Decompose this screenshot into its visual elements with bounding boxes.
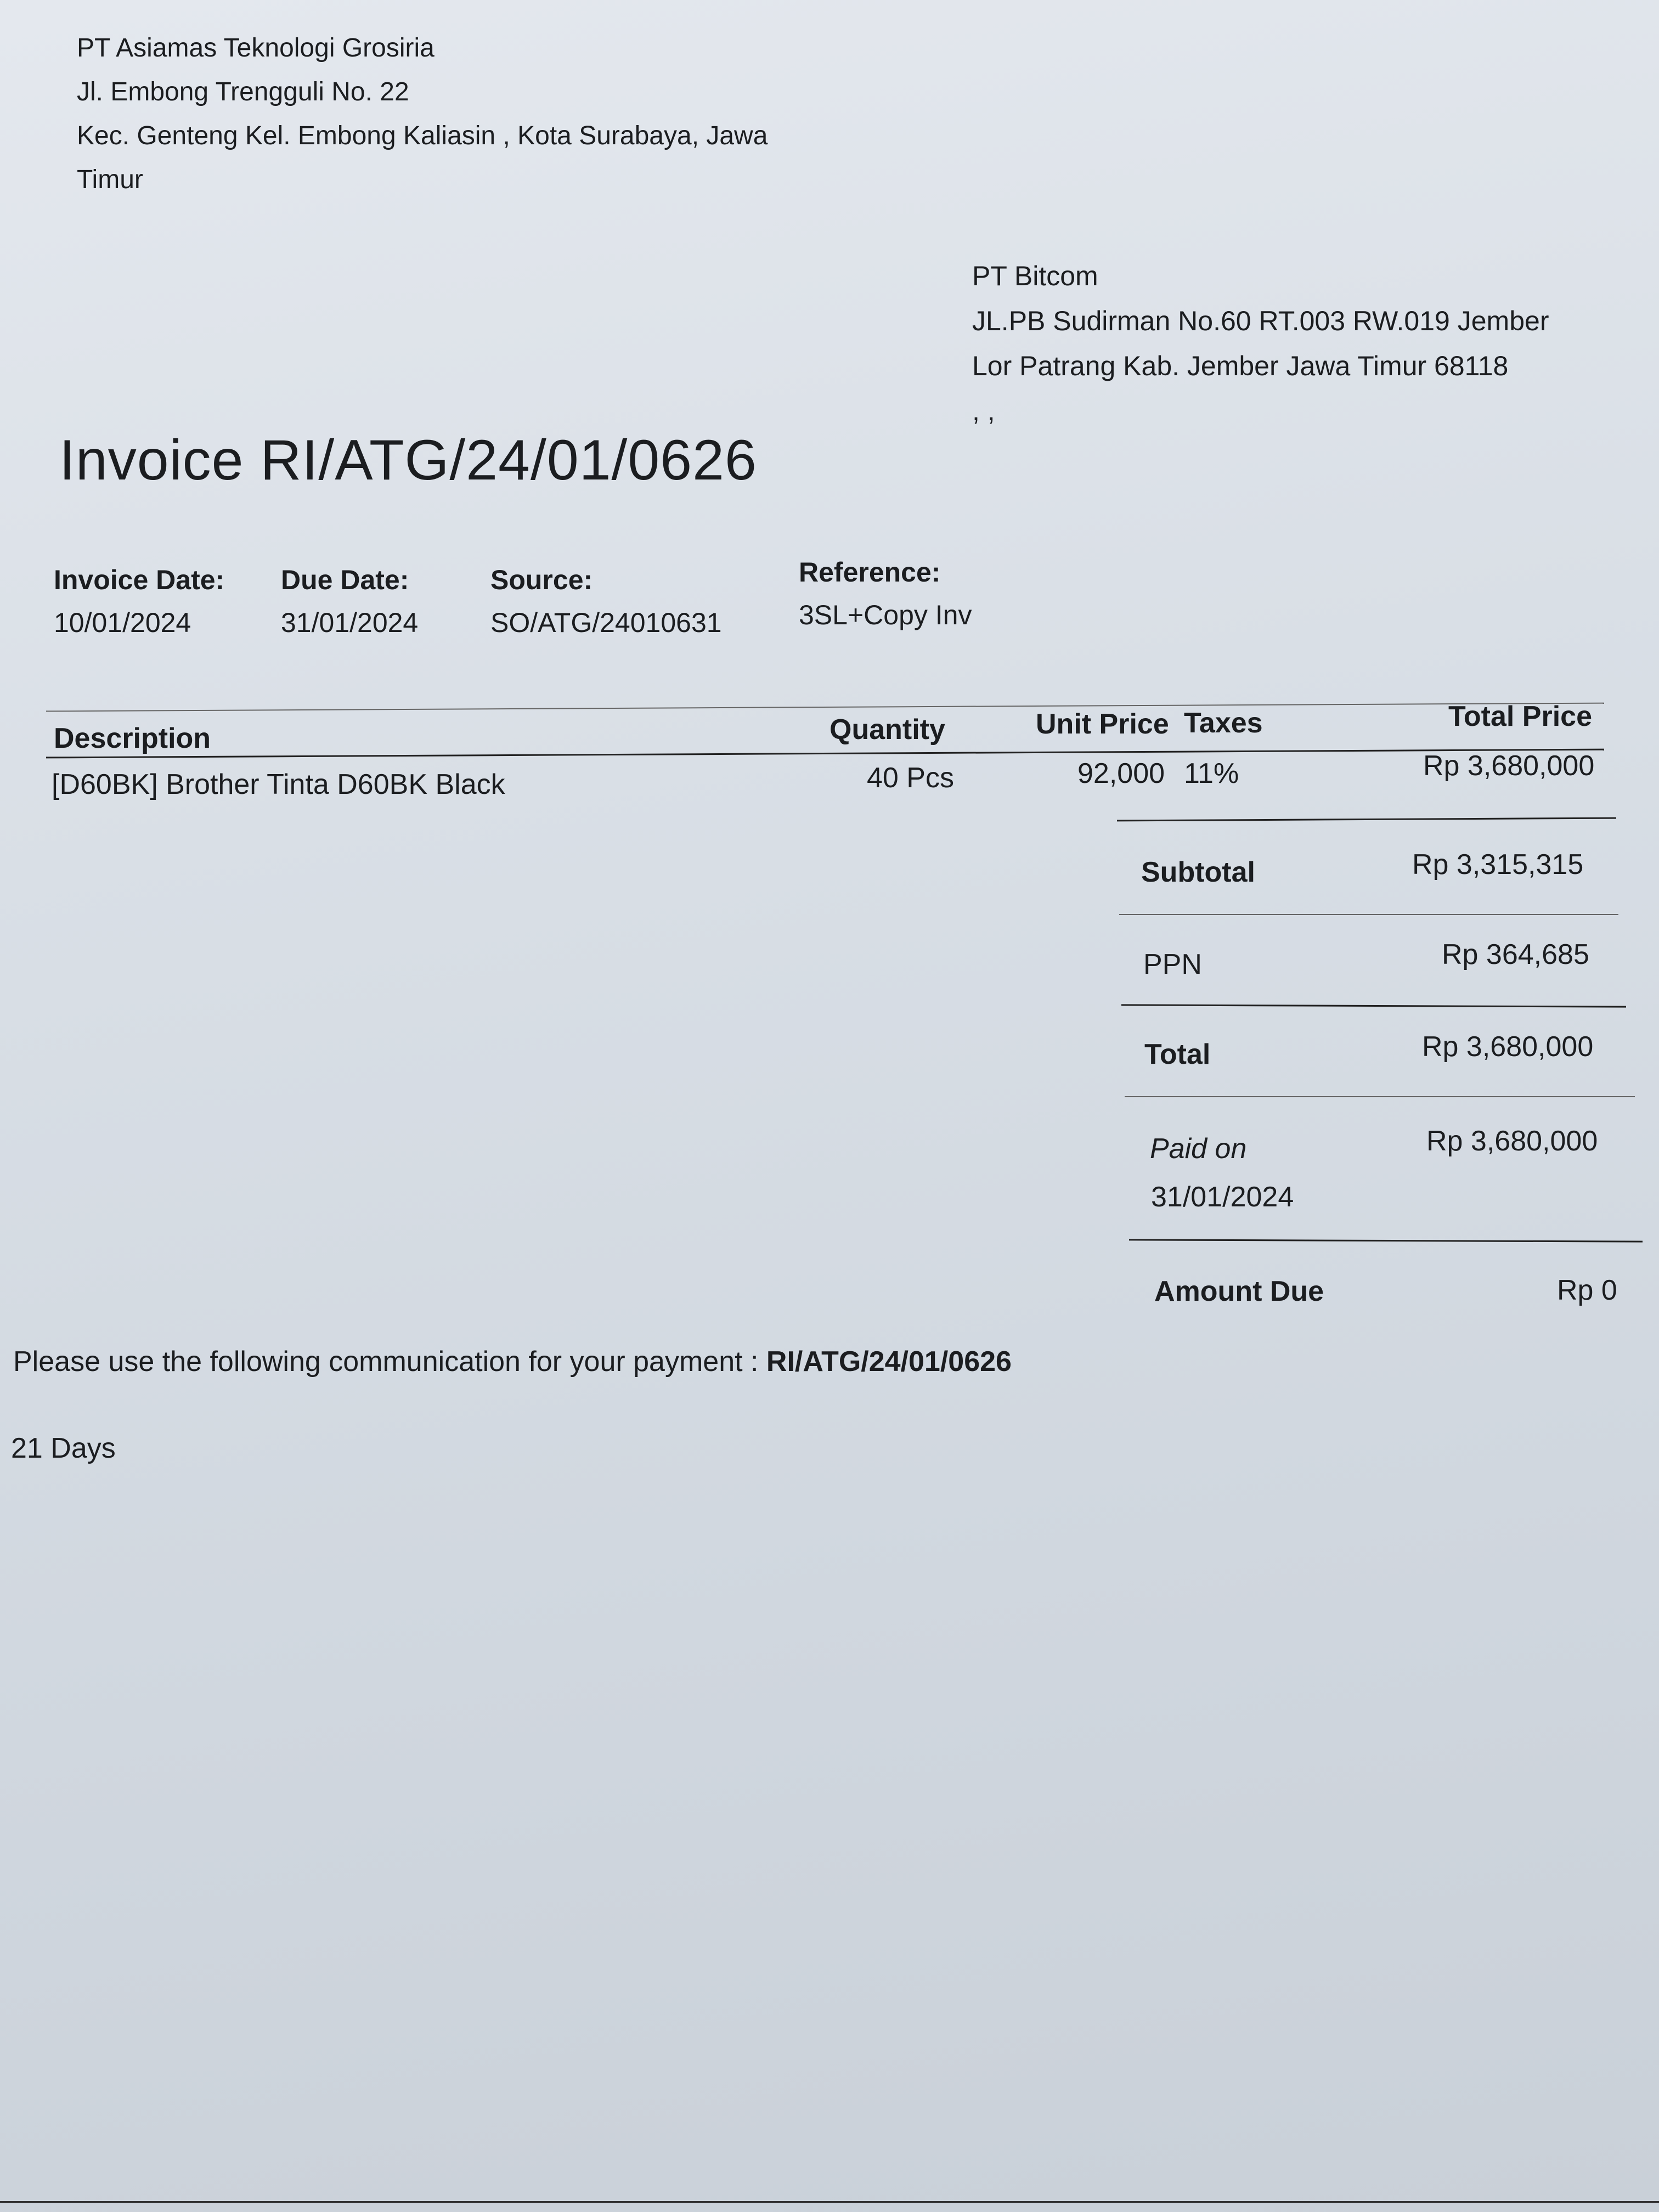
- ppn-value: Rp 364,685: [1442, 939, 1589, 970]
- payment-terms: 21 Days: [11, 1432, 116, 1464]
- company-name: PT Asiamas Teknologi Grosiria: [77, 33, 435, 63]
- table-top-rule: [46, 703, 1604, 712]
- subtotal-label: Subtotal: [1141, 856, 1255, 888]
- company-address-line2: Kec. Genteng Kel. Embong Kaliasin , Kota Surabaya, Jawa: [77, 121, 768, 150]
- totals-rule-5: [1129, 1239, 1643, 1242]
- total-label: Total: [1144, 1039, 1211, 1070]
- reference-label: Reference:: [799, 557, 941, 588]
- company-address-line3: Timur: [77, 165, 143, 194]
- totals-rule-2: [1119, 914, 1618, 915]
- due-date-label: Due Date:: [281, 565, 409, 595]
- paid-amount: Rp 3,680,000: [1426, 1125, 1598, 1157]
- customer-address-block: [972, 253, 1549, 433]
- row-unit-price: 92,000: [1077, 758, 1165, 789]
- customer-address-line3: , ,: [972, 396, 995, 426]
- payment-communication-text: Please use the following communication for your payment :: [13, 1346, 766, 1378]
- paid-on-date: 31/01/2024: [1151, 1181, 1294, 1213]
- column-header-taxes: Taxes: [1184, 707, 1263, 739]
- source-label: Source:: [490, 565, 593, 595]
- invoice-date-block: [54, 558, 224, 644]
- payment-communication-ref: RI/ATG/24/01/0626: [766, 1346, 1012, 1378]
- customer-address-line1: JL.PB Sudirman No.60 RT.003 RW.019 Jember: [972, 306, 1549, 336]
- due-date-block: [281, 558, 418, 644]
- column-header-description: Description: [54, 723, 211, 754]
- customer-name: PT Bitcom: [972, 261, 1098, 291]
- source-value: SO/ATG/24010631: [490, 607, 722, 638]
- column-header-unit-price: Unit Price: [1036, 708, 1169, 740]
- reference-value: 3SL+Copy Inv: [799, 600, 972, 630]
- payment-communication: [13, 1345, 1012, 1378]
- customer-address-line2: Lor Patrang Kab. Jember Jawa Timur 68118: [972, 351, 1509, 381]
- column-header-total-price: Total Price: [1448, 701, 1593, 732]
- source-block: [490, 558, 722, 644]
- totals-rule-4: [1125, 1096, 1635, 1097]
- row-quantity: 40 Pcs: [867, 762, 954, 794]
- paid-on-label: Paid on: [1150, 1133, 1247, 1165]
- reference-block: [799, 551, 972, 636]
- total-value: Rp 3,680,000: [1422, 1031, 1594, 1063]
- row-description: [D60BK] Brother Tinta D60BK Black: [52, 769, 505, 800]
- row-total-price: Rp 3,680,000: [1423, 750, 1595, 782]
- column-header-quantity: Quantity: [830, 714, 945, 746]
- totals-rule-1: [1117, 817, 1616, 822]
- footer-rule: [0, 2201, 1659, 2203]
- subtotal-value: Rp 3,315,315: [1412, 849, 1584, 881]
- invoice-date-label: Invoice Date:: [54, 565, 225, 595]
- invoice-title: Invoice RI/ATG/24/01/0626: [59, 428, 757, 492]
- invoice-date-value: 10/01/2024: [54, 607, 191, 638]
- due-date-value: 31/01/2024: [281, 607, 419, 638]
- ppn-label: PPN: [1143, 949, 1202, 980]
- amount-due-value: Rp 0: [1557, 1274, 1617, 1306]
- row-taxes: 11%: [1184, 758, 1239, 789]
- company-address-line1: Jl. Embong Trengguli No. 22: [77, 77, 409, 106]
- company-address-block: [77, 26, 768, 202]
- table-header-rule: [46, 749, 1604, 759]
- amount-due-label: Amount Due: [1154, 1276, 1324, 1307]
- totals-rule-3: [1121, 1004, 1626, 1007]
